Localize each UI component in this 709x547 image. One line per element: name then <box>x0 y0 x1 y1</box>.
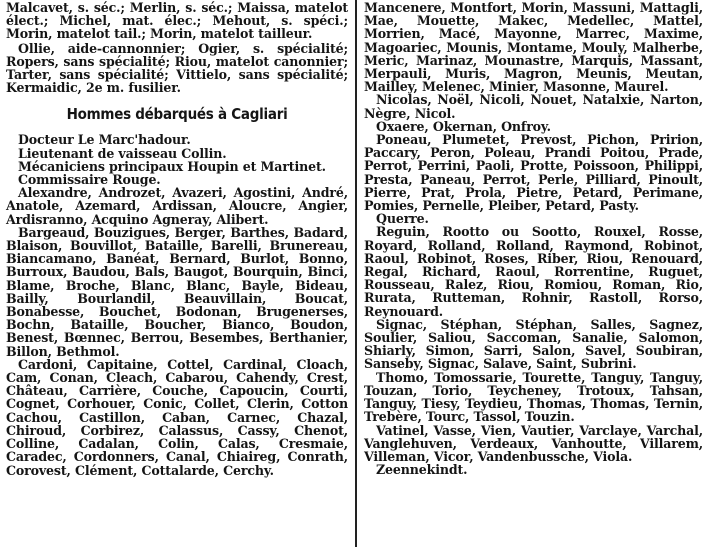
names-letter-m: Mancenere, Montfort, Morin, Massuni, Mattagli, Mae, Mouette, Makec, Medellec, Mattel, Morrien, Macé, Mayonne, Marrec, Maxime, Magoariec, Mounis, Montame, Mouly, Malherbe, Meric, Marinaz, Mounastre, Marquis, Massant, Merpauli, Muris, Magron, Meunis, Meutan, Mailley, Melenec, Minier, Masonne, Maurel. <box>364 0 703 95</box>
officer-commissioner: Commissaire Rouge. <box>18 172 161 188</box>
section-heading: Hommes débarqués à Cagliari <box>66 105 288 124</box>
names-letter-s: Signac, Stéphan, Stéphan, Salles, Sagnez, Soulier, Saliou, Saccoman, Sanalie, Salomon, Shiarly, Simon, Sarri, Salon, Savel, Soubiran, Sanseby, Signac, Salave, Saint, Subrini. <box>364 316 703 372</box>
crew-list-o-r-t-v-k: Ollie, aide-cannonnier; Ogier, s. spécialité; Ropers, sans spécialité; Riou, matelot canonnier; Tarter, sans spécialité; Vittielo, sans spécialité; Kermaidic, 2e m. fusilier. <box>6 40 348 96</box>
officer-doctor: Docteur Le Marc'hadour. <box>18 132 191 148</box>
names-letter-r: Reguin, Rootto ou Sootto, Rouxel, Rosse, Royard, Rolland, Rolland, Raymond, Robinot, Raoul, Robinot, Roses, Riber, Riou, Renouard, Regal, Richard, Raoul, Rorrentine, Ruguet, Rousseau, Ralez, Riou, Romiou, Roman, Rio, Rurata, Rutteman, Rohnir, Rastoll, Rorso, Reynouard. <box>364 224 703 319</box>
right-column <box>355 0 709 547</box>
names-letter-c: Cardoni, Capitaine, Cottel, Cardinal, Cloach, Cam, Conan, Cleach, Cabarou, Cahendy, Crest, Château, Carrière, Couche, Capoucin, Courti, Cognet, Corhouer, Conic, Collet, Clerin, Cotton Cachou, Castillon, Caban, Carnec, Chazal, Chiroud, Corbirez, Calassus, Cassy, Chenot, Colline, Cadalan, Colin, Calas, Cresmaie, Caradec, Cordonners, Canal, Chiaireg, Conrath, Corovest, Clément, Cottalarde, Cerchy. <box>6 356 348 478</box>
names-letter-o: Oxaere, Okernan, Onfroy. <box>376 118 551 134</box>
names-letter-a: Alexandre, Androzet, Avazeri, Agostini, André, Anatole, Azemard, Ardissan, Aloucre, Angier, Ardisranno, Acquino Agneray, Alibert. <box>6 185 348 227</box>
names-letter-v: Vatinel, Vasse, Vien, Vautier, Varclaye, Varchal, Vanglehuven, Verdeaux, Vanhoutte, Villarem, Villeman, Vicor, Vandenbussche, Viola. <box>364 422 703 464</box>
names-letter-p: Poneau, Plumetet, Prevost, Pichon, Pririon, Paccary, Peron, Poleau, Prandi Poitou, Prade, Perrot, Perrini, Paoli, Protte, Poissoon, Philippi, Presta, Paneau, Perrot, Perle, Pilliard, Pinoult, Pierre, Prat, Prola, Pietre, Petard, Perimane, Pomies, Pernelle, Pleiber, Petard, Pasty. <box>364 132 703 214</box>
names-letter-z: Zeennekindt. <box>376 462 468 478</box>
crew-list-m-specialties: Malcavet, s. séc.; Merlin, s. séc.; Maissa, matelot élect.; Michel, mat. élec.; Mehout, s. spéci.; Morin, matelot tail.; Morin, matelot tailleur. <box>6 0 348 42</box>
column-divider <box>355 0 357 547</box>
officer-engineers: Mécaniciens principaux Houpin et Martinet. <box>18 158 326 174</box>
officer-lieutenant: Lieutenant de vaisseau Collin. <box>18 145 227 161</box>
names-letter-n: Nicolas, Noël, Nicoli, Nouet, Natalxie, Narton, Nègre, Nicol. <box>364 92 703 121</box>
names-letter-t: Thomo, Tomossarie, Tourette, Tanguy, Tanguy, Touzan, Torio, Teycheney, Trotoux, Tahsan, Tanguy, Tiesy, Teydieu, Thomas, Thomas, Ternin, Trebère, Tourc, Tassol, Touzin. <box>364 369 703 425</box>
names-letter-q: Querre. <box>376 211 429 227</box>
names-letter-b: Bargeaud, Bouzigues, Berger, Barthes, Badard, Blaison, Bouvillot, Bataille, Barelli, Brunereau, Biancamano, Banéat, Bernard, Burlot, Bonno, Burroux, Baudou, Bals, Baugot, Bourquin, Binci, Blame, Broche, Blanc, Blanc, Bayle, Bideau, Bailly, Bourlandil, Beauvillain, Boucat, Bonabesse, Bouchet, Bodonan, Brugenerses, Bochn, Bataille, Boucher, Bianco, Boudon, Benest, Bœnnec, Berrou, Besembes, Berthanier, Billon, Bethmol. <box>6 224 348 359</box>
